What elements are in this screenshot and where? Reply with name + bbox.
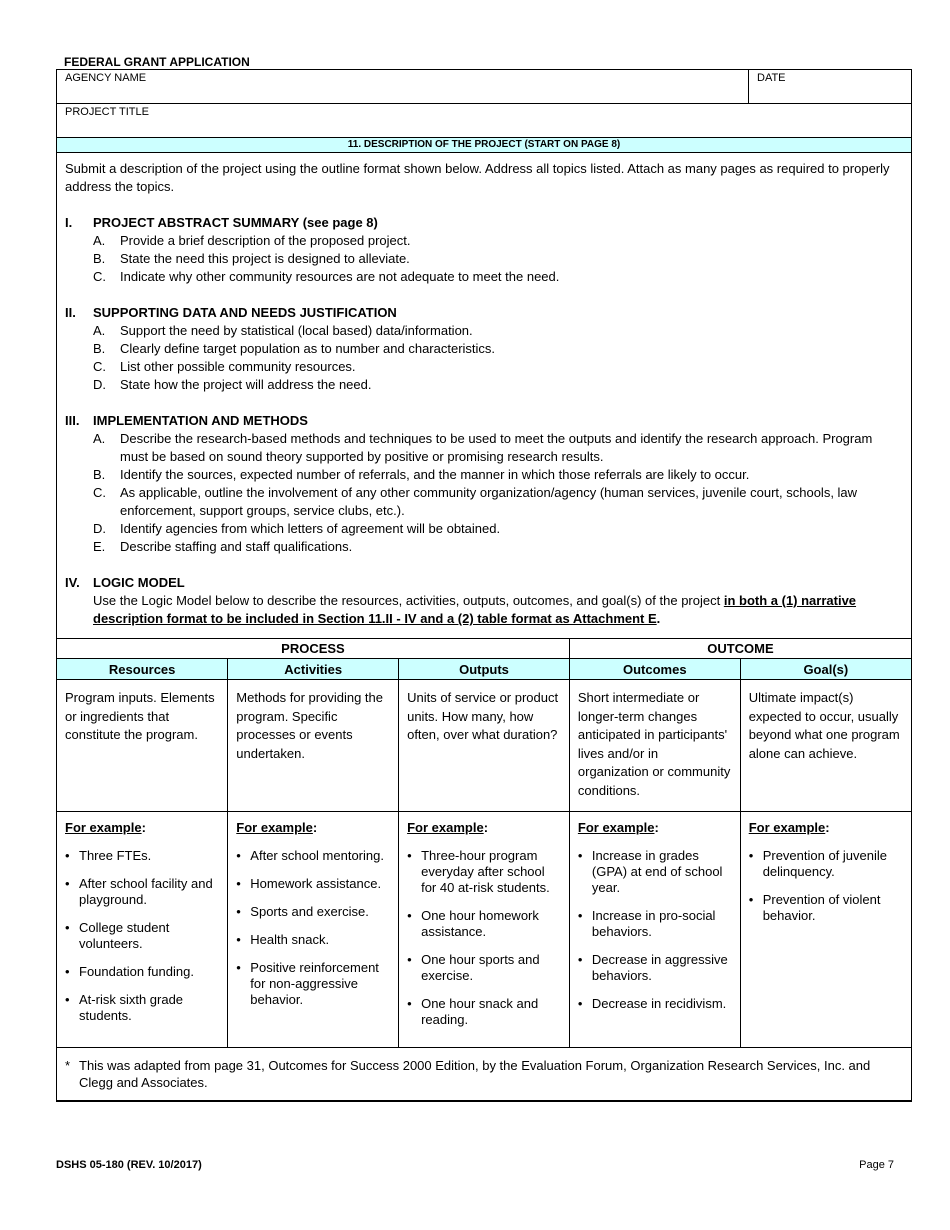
column-description: Ultimate impact(s) expected to occur, usually beyond what one program alone can achieve. bbox=[740, 680, 911, 812]
item-text: Identify the sources, expected number of referrals, and the manner in which those referrals are likely to occur. bbox=[120, 467, 750, 482]
project-title-field[interactable] bbox=[57, 104, 911, 138]
example-heading bbox=[236, 820, 390, 848]
section-heading-row bbox=[65, 412, 903, 430]
date-label: DATE bbox=[757, 72, 786, 84]
logic-model-desc-end: . bbox=[656, 611, 661, 626]
example-bullet bbox=[407, 908, 561, 940]
outline-item bbox=[93, 484, 903, 520]
example-colon: : bbox=[483, 820, 489, 835]
item-letter: B. bbox=[93, 467, 106, 482]
example-cell bbox=[228, 812, 399, 1048]
bullet-dot: • bbox=[748, 848, 754, 863]
bullet-text: Three-hour program everyday after school for 40 at-risk students. bbox=[421, 848, 550, 895]
item-text: Provide a brief description of the proposed project. bbox=[120, 233, 411, 248]
bullet-dot: • bbox=[748, 892, 754, 907]
instructions bbox=[57, 153, 911, 628]
item-text: Support the need by statistical (local based) data/information. bbox=[120, 323, 473, 338]
example-colon: : bbox=[654, 820, 659, 835]
item-letter: E. bbox=[93, 539, 106, 554]
column-header: Outcomes bbox=[569, 659, 740, 680]
bullet-dot: • bbox=[577, 952, 583, 967]
bullet-dot: • bbox=[65, 964, 70, 979]
example-label: For example bbox=[748, 820, 826, 835]
process-header: PROCESS bbox=[57, 639, 569, 659]
example-bullet bbox=[578, 848, 732, 896]
section-items bbox=[65, 232, 903, 286]
bullet-dot: • bbox=[236, 848, 241, 863]
outline-sections bbox=[65, 214, 903, 556]
column-header-row bbox=[57, 659, 911, 680]
bullet-text: At-risk sixth grade students. bbox=[79, 992, 184, 1023]
column-description: Program inputs. Elements or ingredients that constitute the program. bbox=[57, 680, 228, 812]
example-row bbox=[57, 812, 911, 1048]
example-bullet bbox=[749, 892, 903, 924]
bullet-dot: • bbox=[577, 908, 583, 923]
example-label: For example bbox=[65, 820, 142, 835]
section-title: LOGIC MODEL bbox=[93, 575, 185, 590]
logic-model-desc-text: Use the Logic Model below to describe the resources, activities, outputs, outcomes, and goal(s) of the project bbox=[93, 593, 724, 608]
section-heading-row bbox=[65, 214, 903, 232]
example-bullet bbox=[236, 932, 390, 948]
agency-name-field[interactable] bbox=[57, 70, 749, 103]
item-text: State how the project will address the need. bbox=[120, 377, 372, 392]
item-letter: B. bbox=[93, 341, 106, 356]
outcome-header: OUTCOME bbox=[569, 639, 911, 659]
bullet-text: Three FTEs. bbox=[79, 848, 152, 863]
section-number: I. bbox=[65, 215, 73, 230]
logic-model-desc-emphasis: in both a (1) narrative description format to be included in Section 11.II - IV and a (2) table format as Attachment E bbox=[93, 593, 857, 626]
outline-item bbox=[93, 538, 903, 556]
item-text: Indicate why other community resources are not adequate to meet the need. bbox=[120, 269, 560, 284]
agency-name-label: AGENCY NAME bbox=[65, 72, 147, 84]
example-bullet bbox=[65, 920, 219, 952]
example-cell bbox=[57, 812, 228, 1048]
section-title: IMPLEMENTATION AND METHODS bbox=[93, 413, 308, 428]
example-bullet bbox=[407, 848, 561, 896]
example-bullet bbox=[749, 848, 903, 880]
example-bullet bbox=[407, 996, 561, 1028]
bullet-text: Decrease in aggressive behaviors. bbox=[591, 952, 728, 983]
bullet-dot: • bbox=[407, 908, 412, 923]
bullet-text: Increase in grades (GPA) at end of school year. bbox=[591, 848, 723, 895]
section-number: IV. bbox=[65, 575, 80, 590]
logic-model-table bbox=[57, 638, 911, 1101]
bullet-dot: • bbox=[407, 996, 412, 1011]
bullet-text: After school facility and playground. bbox=[79, 876, 213, 907]
example-bullet bbox=[578, 908, 732, 940]
example-cell bbox=[399, 812, 570, 1048]
project-title-label: PROJECT TITLE bbox=[65, 106, 149, 118]
section-items bbox=[65, 430, 903, 556]
item-letter: D. bbox=[93, 377, 106, 392]
example-bullet bbox=[65, 964, 219, 980]
outline-section bbox=[65, 214, 903, 286]
column-description: Methods for providing the program. Specific processes or events undertaken. bbox=[228, 680, 399, 812]
column-header: Goal(s) bbox=[740, 659, 911, 680]
description-row bbox=[57, 680, 911, 812]
section-heading-row bbox=[65, 574, 903, 592]
example-bullet bbox=[65, 992, 219, 1024]
bullet-text: Health snack. bbox=[250, 932, 330, 947]
bullet-text: Prevention of juvenile delinquency. bbox=[762, 848, 887, 879]
item-text: As applicable, outline the involvement of any other community organization/agency (human services, juvenile court, schools, law enforcement, support groups, service clubs, etc.). bbox=[120, 485, 858, 518]
column-description: Units of service or product units. How many, how often, over what duration? bbox=[399, 680, 570, 812]
bullet-dot: • bbox=[236, 904, 241, 919]
example-cell bbox=[569, 812, 740, 1048]
example-bullet bbox=[65, 848, 219, 864]
outline-item bbox=[93, 376, 903, 394]
column-header: Activities bbox=[228, 659, 399, 680]
outline-item bbox=[93, 232, 903, 250]
bullet-dot: • bbox=[407, 848, 412, 863]
example-colon: : bbox=[141, 820, 146, 835]
example-label: For example bbox=[577, 820, 655, 835]
outline-section bbox=[65, 412, 903, 556]
bullet-dot: • bbox=[65, 920, 70, 935]
item-text: Identify agencies from which letters of agreement will be obtained. bbox=[120, 521, 501, 536]
section-heading-row bbox=[65, 304, 903, 322]
outline-item bbox=[93, 520, 903, 538]
bullet-text: One hour sports and exercise. bbox=[421, 952, 540, 983]
item-letter: A. bbox=[93, 323, 106, 338]
section-heading: 11. DESCRIPTION OF THE PROJECT (START ON PAGE 8) bbox=[57, 138, 911, 153]
example-colon: : bbox=[312, 820, 318, 835]
item-text: List other possible community resources. bbox=[120, 359, 356, 374]
bullet-text: College student volunteers. bbox=[79, 920, 170, 951]
item-text: State the need this project is designed to alleviate. bbox=[120, 251, 410, 266]
date-field[interactable] bbox=[749, 70, 911, 103]
item-letter: C. bbox=[93, 485, 106, 500]
example-heading bbox=[65, 820, 219, 848]
section-number: III. bbox=[65, 413, 80, 428]
footnote-mark: * bbox=[65, 1058, 71, 1073]
section-title: SUPPORTING DATA AND NEEDS JUSTIFICATION bbox=[93, 305, 397, 320]
column-header: Resources bbox=[57, 659, 228, 680]
bullet-text: Homework assistance. bbox=[250, 876, 382, 891]
bullet-dot: • bbox=[236, 932, 241, 947]
form-number: DSHS 05-180 (REV. 10/2017) bbox=[56, 1159, 202, 1171]
example-label: For example bbox=[236, 820, 313, 835]
bullet-dot: • bbox=[65, 848, 70, 863]
item-letter: C. bbox=[93, 359, 106, 374]
bullet-dot: • bbox=[577, 996, 583, 1011]
item-letter: D. bbox=[93, 521, 106, 536]
bullet-text: After school mentoring. bbox=[250, 848, 384, 863]
bullet-dot: • bbox=[236, 876, 241, 891]
example-bullet bbox=[236, 876, 390, 892]
item-text: Describe staffing and staff qualifications. bbox=[120, 539, 353, 554]
column-description: Short intermediate or longer-term changes anticipated in participants' lives and/or in organization or community conditions. bbox=[569, 680, 740, 812]
example-cell bbox=[740, 812, 911, 1048]
bullet-text: Increase in pro-social behaviors. bbox=[591, 908, 716, 939]
bullet-text: Decrease in recidivism. bbox=[591, 996, 727, 1011]
item-text: Describe the research-based methods and techniques to be used to meet the outputs and identify the research approach. Program must be based on sound theory supported by positive or promising research results. bbox=[120, 431, 873, 464]
section-title: PROJECT ABSTRACT SUMMARY (see page 8) bbox=[93, 215, 378, 230]
example-label: For example bbox=[407, 820, 484, 835]
bullet-text: Positive reinforcement for non-aggressive behavior. bbox=[250, 960, 379, 1007]
section-items bbox=[65, 322, 903, 394]
example-bullet bbox=[578, 996, 732, 1012]
footnote-text: This was adapted from page 31, Outcomes for Success 2000 Edition, by the Evaluation Forum, Organization Research Services, Inc. and Clegg and Associates. bbox=[79, 1058, 871, 1090]
outline-item bbox=[93, 268, 903, 286]
form-title: FEDERAL GRANT APPLICATION bbox=[64, 55, 250, 69]
outline-section bbox=[65, 304, 903, 394]
bullet-dot: • bbox=[65, 876, 70, 891]
header-row bbox=[57, 70, 911, 104]
item-letter: A. bbox=[93, 233, 106, 248]
section-number: II. bbox=[65, 305, 76, 320]
bullet-text: Prevention of violent behavior. bbox=[762, 892, 881, 923]
logic-model-description bbox=[65, 592, 903, 628]
bullet-text: One hour homework assistance. bbox=[421, 908, 539, 939]
footnote-cell bbox=[57, 1048, 911, 1101]
item-letter: B. bbox=[93, 251, 106, 266]
example-bullet bbox=[236, 960, 390, 1008]
item-text: Clearly define target population as to number and characteristics. bbox=[120, 341, 496, 356]
example-bullet bbox=[236, 904, 390, 920]
bullet-dot: • bbox=[577, 848, 583, 863]
bullet-text: Foundation funding. bbox=[79, 964, 194, 979]
outline-item bbox=[93, 340, 903, 358]
bullet-dot: • bbox=[65, 992, 70, 1007]
outline-item bbox=[93, 466, 903, 484]
logic-model-section bbox=[65, 574, 903, 628]
example-heading bbox=[749, 820, 903, 848]
outline-item bbox=[93, 358, 903, 376]
bullet-text: Sports and exercise. bbox=[250, 904, 369, 919]
example-bullet bbox=[65, 876, 219, 908]
bullet-dot: • bbox=[407, 952, 412, 967]
example-bullet bbox=[407, 952, 561, 984]
example-bullet bbox=[236, 848, 390, 864]
bullet-text: One hour snack and reading. bbox=[421, 996, 539, 1027]
example-heading bbox=[407, 820, 561, 848]
example-colon: : bbox=[825, 820, 830, 835]
outline-item bbox=[93, 322, 903, 340]
example-heading bbox=[578, 820, 732, 848]
bullet-dot: • bbox=[236, 960, 241, 975]
item-letter: C. bbox=[93, 269, 106, 284]
form-frame bbox=[56, 69, 912, 1102]
page-number: Page 7 bbox=[859, 1159, 894, 1171]
item-letter: A. bbox=[93, 431, 106, 446]
outline-item bbox=[93, 250, 903, 268]
example-bullet bbox=[578, 952, 732, 984]
intro-text: Submit a description of the project using the outline format shown below. Address all topics listed. Attach as many pages as required to properly address the topics. bbox=[65, 161, 890, 194]
column-header: Outputs bbox=[399, 659, 570, 680]
outline-item bbox=[93, 430, 903, 466]
